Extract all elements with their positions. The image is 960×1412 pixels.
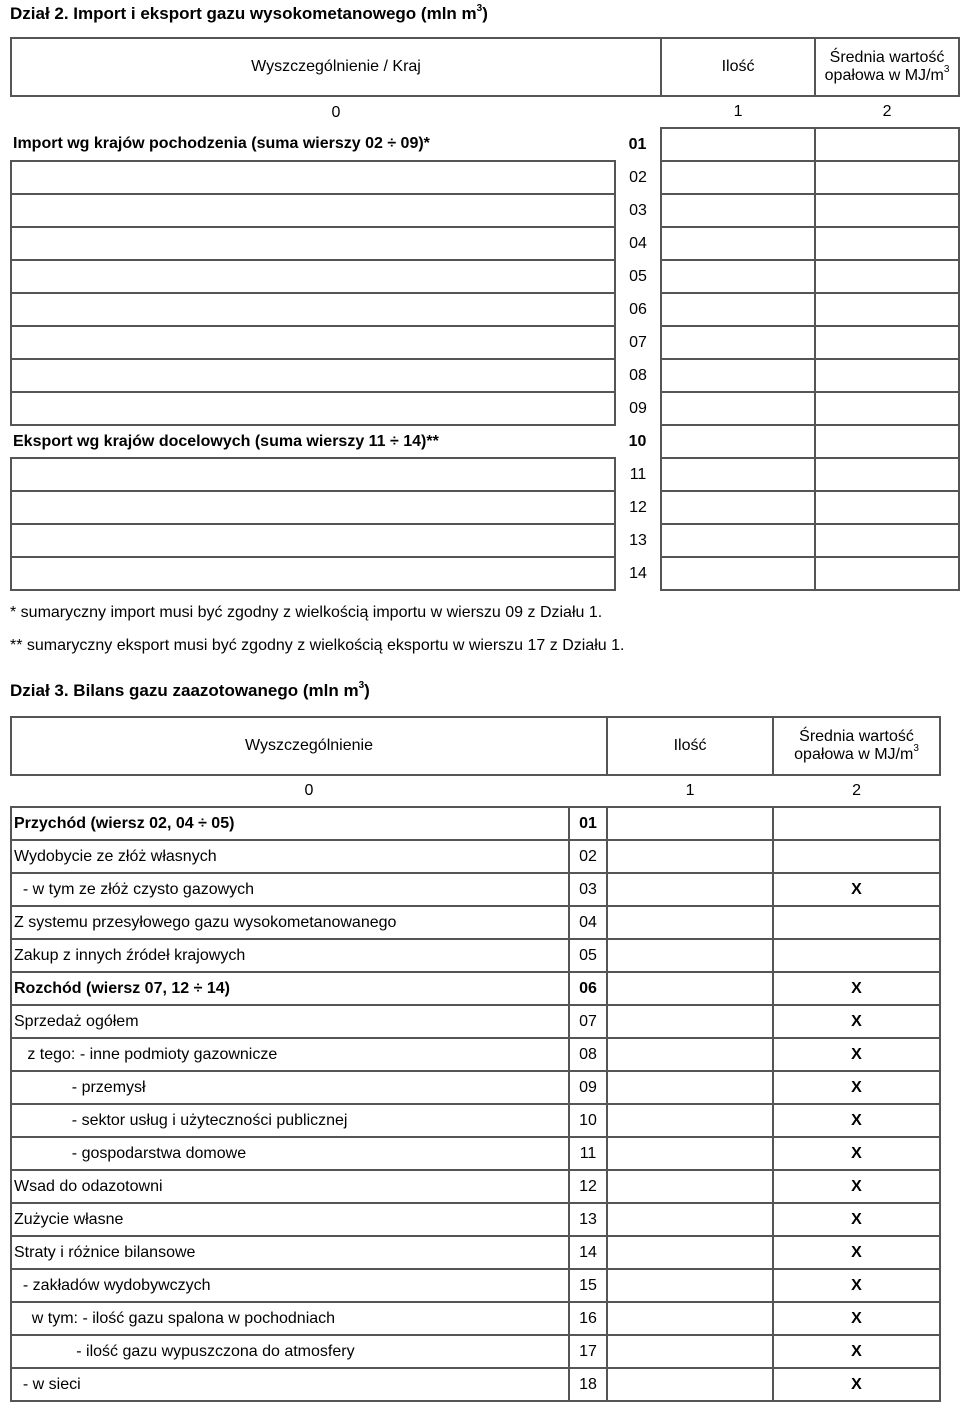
section2-calorific-cell[interactable] xyxy=(815,161,959,194)
section2-calorific-cell[interactable] xyxy=(815,557,959,590)
section3-row-label: - sektor usług i użyteczności publicznej xyxy=(11,1104,569,1137)
section3-table-row xyxy=(11,1038,940,1071)
section2-header-calorific-sup: 3 xyxy=(943,64,950,75)
section2-calorific-cell[interactable] xyxy=(815,293,959,326)
section2-table xyxy=(10,37,960,591)
section3-index-2: 2 xyxy=(773,775,940,807)
section3-calorific-x-mark: X xyxy=(773,1269,940,1302)
section3-row-label: w tym: - ilość gazu spalona w pochodniach xyxy=(11,1302,569,1335)
section3-row-number: 03 xyxy=(569,873,607,906)
section3-table-row xyxy=(11,1170,940,1203)
section2-table-row xyxy=(11,524,959,557)
section2-table-row xyxy=(11,359,959,392)
section2-row-number: 03 xyxy=(629,201,647,219)
section2-row-number: 10 xyxy=(628,432,647,450)
section3-quantity-cell[interactable] xyxy=(607,1104,773,1137)
section3-title xyxy=(10,681,370,701)
section2-table-row xyxy=(11,491,959,524)
section2-row-number: 01 xyxy=(628,135,647,153)
section3-header-row xyxy=(11,717,940,775)
section3-row-number: 01 xyxy=(569,807,607,840)
section2-table-row xyxy=(11,194,959,227)
section3-row-label: Zakup z innych źródeł krajowych xyxy=(11,939,569,972)
section2-quantity-cell[interactable] xyxy=(661,359,815,392)
section3-quantity-cell[interactable] xyxy=(607,807,773,840)
section3-quantity-cell[interactable] xyxy=(607,972,773,1005)
section3-quantity-cell[interactable] xyxy=(607,939,773,972)
section3-calorific-cell[interactable] xyxy=(773,807,940,840)
section2-quantity-cell[interactable] xyxy=(661,425,815,458)
section3-table-row xyxy=(11,1335,940,1368)
section3-quantity-cell[interactable] xyxy=(607,1203,773,1236)
section2-country-input[interactable] xyxy=(11,293,615,326)
section3-quantity-cell[interactable] xyxy=(607,1302,773,1335)
section2-index-1: 1 xyxy=(733,103,743,120)
section3-row-number: 14 xyxy=(569,1236,607,1269)
section3-calorific-x-mark: X xyxy=(773,1005,940,1038)
section3-calorific-x-mark: X xyxy=(773,1104,940,1137)
section2-calorific-cell[interactable] xyxy=(815,194,959,227)
section3-row-label: z tego: - inne podmioty gazownicze xyxy=(11,1038,569,1071)
section3-table-row xyxy=(11,1005,940,1038)
section2-row-label: Import wg krajów pochodzenia (suma wierszy 02 ÷ 09)* xyxy=(13,135,430,152)
section2-row-number: 06 xyxy=(629,300,647,318)
section3-quantity-cell[interactable] xyxy=(607,906,773,939)
section2-quantity-cell[interactable] xyxy=(661,524,815,557)
section2-row-label: Eksport wg krajów docelowych (suma wierszy 11 ÷ 14)** xyxy=(13,432,439,450)
section3-quantity-cell[interactable] xyxy=(607,1236,773,1269)
section2-calorific-cell[interactable] xyxy=(815,458,959,491)
section2-header-calorific-line1: Średnia wartość xyxy=(829,49,945,66)
section3-table-row xyxy=(11,1071,940,1104)
section2-calorific-cell[interactable] xyxy=(815,524,959,557)
section3-header-description: Wyszczególnienie xyxy=(11,717,607,775)
section3-calorific-x-mark: X xyxy=(773,1236,940,1269)
section2-quantity-cell[interactable] xyxy=(661,293,815,326)
section2-title-end: ) xyxy=(482,4,488,23)
section3-title-text: Dział 3. Bilans gazu zaazotowanego (mln m xyxy=(10,681,359,700)
section2-quantity-cell[interactable] xyxy=(661,392,815,425)
section2-row-number: 13 xyxy=(629,531,647,549)
section2-table-row xyxy=(11,326,959,359)
section3-quantity-cell[interactable] xyxy=(607,873,773,906)
section2-quantity-cell[interactable] xyxy=(661,491,815,524)
section2-calorific-cell[interactable] xyxy=(815,128,959,161)
section3-index-0: 0 xyxy=(304,782,314,799)
section2-quantity-cell[interactable] xyxy=(661,194,815,227)
section3-quantity-cell[interactable] xyxy=(607,1038,773,1071)
section3-table-row xyxy=(11,873,940,906)
section2-calorific-cell[interactable] xyxy=(815,227,959,260)
section3-row-number: 13 xyxy=(569,1203,607,1236)
section3-quantity-cell[interactable] xyxy=(607,840,773,873)
section2-calorific-cell[interactable] xyxy=(815,425,959,458)
section2-country-input[interactable] xyxy=(11,458,615,491)
section3-quantity-cell[interactable] xyxy=(607,1170,773,1203)
section2-country-input[interactable] xyxy=(11,161,615,194)
section2-row-number: 02 xyxy=(629,168,647,186)
section3-quantity-cell[interactable] xyxy=(607,1137,773,1170)
section3-quantity-cell[interactable] xyxy=(607,1071,773,1104)
section2-row-number: 08 xyxy=(629,366,647,384)
section3-calorific-x-mark: X xyxy=(773,1335,940,1368)
section3-calorific-x-mark: X xyxy=(773,1137,940,1170)
section3-row-label: - gospodarstwa domowe xyxy=(11,1137,569,1170)
section2-title-text: Dział 2. Import i eksport gazu wysokometanowego (mln m xyxy=(10,4,477,23)
section2-table-row xyxy=(11,458,959,491)
section3-table-row xyxy=(11,807,940,840)
section3-row-number: 05 xyxy=(569,939,607,972)
section2-quantity-cell[interactable] xyxy=(661,161,815,194)
section2-table-row xyxy=(11,227,959,260)
section2-quantity-cell[interactable] xyxy=(661,227,815,260)
section2-row-number: 04 xyxy=(629,234,647,252)
section3-header-calorific xyxy=(773,717,940,775)
section2-index-row xyxy=(11,96,959,128)
section2-table-row xyxy=(11,293,959,326)
section2-row-number: 07 xyxy=(629,333,647,351)
section2-note-export: ** sumaryczny eksport musi być zgodny z wielkością eksportu w wierszu 17 z Działu 1. xyxy=(10,637,625,654)
section3-title-end: ) xyxy=(364,681,370,700)
section2-calorific-cell[interactable] xyxy=(815,326,959,359)
section3-row-label: - przemysł xyxy=(11,1071,569,1104)
section3-row-number: 16 xyxy=(569,1302,607,1335)
section3-row-label: Wydobycie ze złóż własnych xyxy=(11,840,569,873)
section3-row-label: - ilość gazu wypuszczona do atmosfery xyxy=(11,1335,569,1368)
section3-title-sup: 3 xyxy=(358,680,365,691)
section2-country-input[interactable] xyxy=(11,392,615,425)
section3-index-row xyxy=(11,775,940,807)
section2-row-number: 05 xyxy=(629,267,647,285)
section3-row-number: 12 xyxy=(569,1170,607,1203)
section3-header-calorific-line2: opałowa w MJ/m xyxy=(794,746,914,763)
section2-quantity-cell[interactable] xyxy=(661,458,815,491)
section3-quantity-cell[interactable] xyxy=(607,1269,773,1302)
section3-row-label: - w tym ze złóż czysto gazowych xyxy=(11,873,569,906)
section3-row-number: 07 xyxy=(569,1005,607,1038)
section3-calorific-cell[interactable] xyxy=(773,906,940,939)
section2-header-row xyxy=(11,38,959,96)
section3-table-row xyxy=(11,972,940,1005)
section3-calorific-x-mark: X xyxy=(773,1368,940,1401)
section3-row-label: Zużycie własne xyxy=(11,1203,569,1236)
section3-row-label: Wsad do odazotowni xyxy=(11,1170,569,1203)
section3-calorific-x-mark: X xyxy=(773,1071,940,1104)
section3-row-label: Sprzedaż ogółem xyxy=(11,1005,569,1038)
section2-quantity-cell[interactable] xyxy=(661,326,815,359)
section3-row-number: 17 xyxy=(569,1335,607,1368)
section3-row-label: Przychód (wiersz 02, 04 ÷ 05) xyxy=(11,807,569,840)
section2-country-input[interactable] xyxy=(11,524,615,557)
section3-row-number: 18 xyxy=(569,1368,607,1401)
section3-row-label: - w sieci xyxy=(11,1368,569,1401)
section2-header-calorific xyxy=(815,38,959,96)
section3-table-row xyxy=(11,1104,940,1137)
section3-table-row xyxy=(11,1302,940,1335)
section2-title-sup: 3 xyxy=(476,3,483,14)
section3-row-label: Rozchód (wiersz 07, 12 ÷ 14) xyxy=(11,972,569,1005)
section2-table-row xyxy=(11,557,959,590)
section2-country-input[interactable] xyxy=(11,227,615,260)
section2-quantity-cell[interactable] xyxy=(661,260,815,293)
section3-calorific-x-mark: X xyxy=(773,1302,940,1335)
section3-calorific-cell[interactable] xyxy=(773,840,940,873)
section3-row-label: Z systemu przesyłowego gazu wysokometanowanego xyxy=(11,906,569,939)
section2-country-input[interactable] xyxy=(11,491,615,524)
section2-header-calorific-line2: opałowa w MJ/m xyxy=(824,67,944,84)
section2-calorific-cell[interactable] xyxy=(815,359,959,392)
section2-country-input[interactable] xyxy=(11,359,615,392)
section3-calorific-cell[interactable] xyxy=(773,939,940,972)
section2-row-number: 14 xyxy=(629,564,647,582)
section3-table-row xyxy=(11,840,940,873)
section3-row-number: 02 xyxy=(569,840,607,873)
section3-table-row xyxy=(11,1269,940,1302)
section2-calorific-cell[interactable] xyxy=(815,392,959,425)
section2-calorific-cell[interactable] xyxy=(815,491,959,524)
section3-table-row xyxy=(11,1368,940,1401)
section2-country-input[interactable] xyxy=(11,194,615,227)
section2-table-row xyxy=(11,161,959,194)
section3-table-row xyxy=(11,1236,940,1269)
section3-table-row xyxy=(11,1137,940,1170)
section2-title xyxy=(10,4,488,24)
section3-table-row xyxy=(11,906,940,939)
section2-table-row xyxy=(11,392,959,425)
section3-row-number: 15 xyxy=(569,1269,607,1302)
section3-row-label: - zakładów wydobywczych xyxy=(11,1269,569,1302)
section3-header-calorific-line1: Średnia wartość xyxy=(799,728,914,745)
section3-calorific-x-mark: X xyxy=(773,873,940,906)
section2-index-0: 0 xyxy=(331,103,341,121)
section3-row-number: 09 xyxy=(569,1071,607,1104)
section3-row-number: 08 xyxy=(569,1038,607,1071)
section3-calorific-x-mark: X xyxy=(773,972,940,1005)
section3-quantity-cell[interactable] xyxy=(607,1005,773,1038)
section3-row-label: Straty i różnice bilansowe xyxy=(11,1236,569,1269)
section2-row-number: 11 xyxy=(629,465,647,483)
section3-calorific-x-mark: X xyxy=(773,1038,940,1071)
section2-country-input[interactable] xyxy=(11,326,615,359)
section3-index-1: 1 xyxy=(685,782,695,799)
section2-row-number: 12 xyxy=(629,498,647,516)
section2-note-import: * sumaryczny import musi być zgodny z wielkością importu w wierszu 09 z Działu 1. xyxy=(10,604,603,621)
section2-table-row xyxy=(11,128,959,161)
section3-row-number: 10 xyxy=(569,1104,607,1137)
section2-quantity-cell[interactable] xyxy=(661,557,815,590)
section2-header-description: Wyszczególnienie / Kraj xyxy=(11,38,661,96)
section2-table-row xyxy=(11,260,959,293)
section3-quantity-cell[interactable] xyxy=(607,1368,773,1401)
section3-calorific-x-mark: X xyxy=(773,1203,940,1236)
section3-row-number: 06 xyxy=(569,972,607,1005)
section3-header-calorific-sup: 3 xyxy=(913,743,919,754)
section2-calorific-cell[interactable] xyxy=(815,260,959,293)
section3-header-quantity: Ilość xyxy=(607,717,773,775)
section3-calorific-x-mark: X xyxy=(773,1170,940,1203)
section3-row-number: 11 xyxy=(569,1137,607,1170)
section2-table-row xyxy=(11,425,959,458)
section3-quantity-cell[interactable] xyxy=(607,1335,773,1368)
section2-header-quantity: Ilość xyxy=(661,38,815,96)
section2-index-2: 2 xyxy=(815,96,959,128)
section2-quantity-cell[interactable] xyxy=(661,128,815,161)
section2-country-input[interactable] xyxy=(11,260,615,293)
section2-country-input[interactable] xyxy=(11,557,615,590)
section3-table-row xyxy=(11,1203,940,1236)
section3-table-row xyxy=(11,939,940,972)
section3-table xyxy=(10,716,941,1402)
section3-row-number: 04 xyxy=(569,906,607,939)
section2-row-number: 09 xyxy=(629,399,647,417)
